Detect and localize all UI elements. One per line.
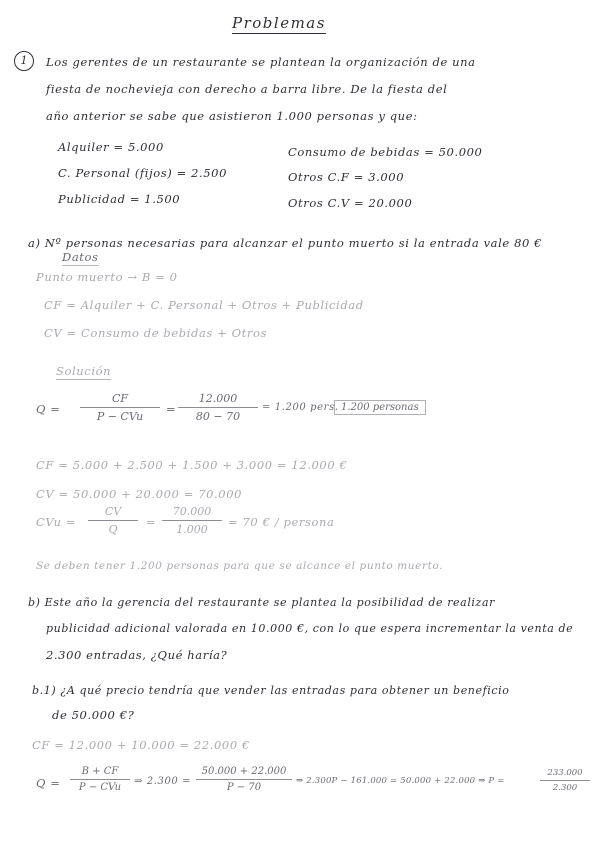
problem-number-badge: 1	[14, 51, 34, 71]
cv-line: CV = 50.000 + 20.000 = 70.000	[36, 487, 243, 501]
cost-rent: Alquiler = 5.000	[58, 140, 164, 154]
cvu-result: = 70 € / persona	[228, 515, 335, 529]
solucion-heading-wrap	[56, 364, 111, 378]
part-b-frac1-den: P − CVu	[70, 779, 130, 793]
part-b-frac3-den: 2.300	[540, 780, 590, 793]
cvu-label: CVu =	[36, 515, 77, 529]
cost-drinks: Consumo de bebidas = 50.000	[288, 145, 483, 159]
part-b-line-2: publicidad adicional valorada en 10.000 €, con lo que espera incrementar la venta de	[46, 622, 574, 635]
equals-sign-2: =	[146, 515, 157, 529]
part-b-line-1: b) Este año la gerencia del restaurante se plantea la posibilidad de realizar	[28, 596, 495, 609]
datos-line-1: Punto muerto → B = 0	[36, 270, 178, 284]
part-b-fraction-2	[196, 766, 292, 793]
part-a-conclusion: Se deben tener 1.200 personas para que se alcance el punto muerto.	[36, 560, 444, 572]
part-b-line-3: 2.300 entradas, ¿Qué haría?	[46, 648, 228, 662]
q-frac2-den: 80 − 70	[178, 407, 258, 423]
cost-advertising: Publicidad = 1.500	[58, 192, 181, 206]
q-fraction-2	[178, 392, 258, 423]
intro-line-2: fiesta de nochevieja con derecho a barra libre. De la fiesta del	[46, 82, 448, 96]
datos-line-2: CF = Alquiler + C. Personal + Otros + Publicidad	[44, 298, 364, 312]
part-b-cf-line: CF = 12.000 + 10.000 = 22.000 €	[32, 738, 250, 752]
q-boxed-answer: 1.200 personas	[334, 400, 426, 415]
datos-heading-wrap	[62, 250, 99, 264]
part-b1-question-2: de 50.000 €?	[52, 708, 135, 722]
cvu-frac1-den: Q	[88, 520, 138, 536]
intro-line-3: año anterior se sabe que asistieron 1.000 personas y que:	[46, 109, 418, 123]
intro-line-1: Los gerentes de un restaurante se plantean la organización de una	[46, 55, 476, 69]
part-b-rest: ⇒ 2.300P − 161.000 = 50.000 + 22.000 ⇒ P =	[296, 776, 505, 786]
q-frac1-num: CF	[111, 392, 129, 405]
part-b-frac2-num: 50.000 + 22.000	[201, 766, 287, 777]
datos-heading: Datos	[62, 250, 99, 264]
part-b-frac1-num: B + CF	[81, 766, 119, 777]
cost-other-variable: Otros C.V = 20.000	[288, 196, 413, 210]
part-b-frac2-den: P − 70	[196, 779, 292, 793]
part-b-mid-1: ⇒ 2.300 =	[134, 776, 192, 787]
cvu-fraction-1	[88, 505, 138, 536]
cvu-frac2-num: 70.000	[172, 505, 212, 518]
cvu-fraction-2	[162, 505, 222, 536]
datos-line-3: CV = Consumo de bebidas + Otros	[44, 326, 268, 340]
part-b-frac3-num: 233.000	[547, 768, 583, 778]
part-b1-question-1: b.1) ¿A qué precio tendría que vender las entradas para obtener un beneficio	[32, 684, 510, 697]
q-frac2-num: 12.000	[198, 392, 238, 405]
solucion-heading: Solución	[56, 364, 112, 378]
part-b-q-label: Q =	[36, 776, 61, 790]
q-frac1-den: P − CVu	[80, 407, 160, 423]
cvu-frac1-num: CV	[104, 505, 122, 518]
page-title: Problemas	[232, 14, 326, 32]
cvu-frac2-den: 1.000	[162, 520, 222, 536]
q-fraction-1	[80, 392, 160, 423]
cost-staff: C. Personal (fijos) = 2.500	[58, 166, 228, 180]
part-b-fraction-1	[70, 766, 130, 793]
part-b-fraction-3	[540, 768, 590, 793]
q-label: Q =	[36, 402, 61, 416]
equals-sign-1: =	[166, 402, 177, 416]
q-result: = 1.200 pers.	[262, 402, 339, 413]
cf-line: CF = 5.000 + 2.500 + 1.500 + 3.000 = 12.000 €	[36, 458, 348, 472]
part-a-question: a) Nº personas necesarias para alcanzar el punto muerto si la entrada vale 80 €	[28, 236, 543, 250]
cost-other-fixed: Otros C.F = 3.000	[288, 170, 405, 184]
